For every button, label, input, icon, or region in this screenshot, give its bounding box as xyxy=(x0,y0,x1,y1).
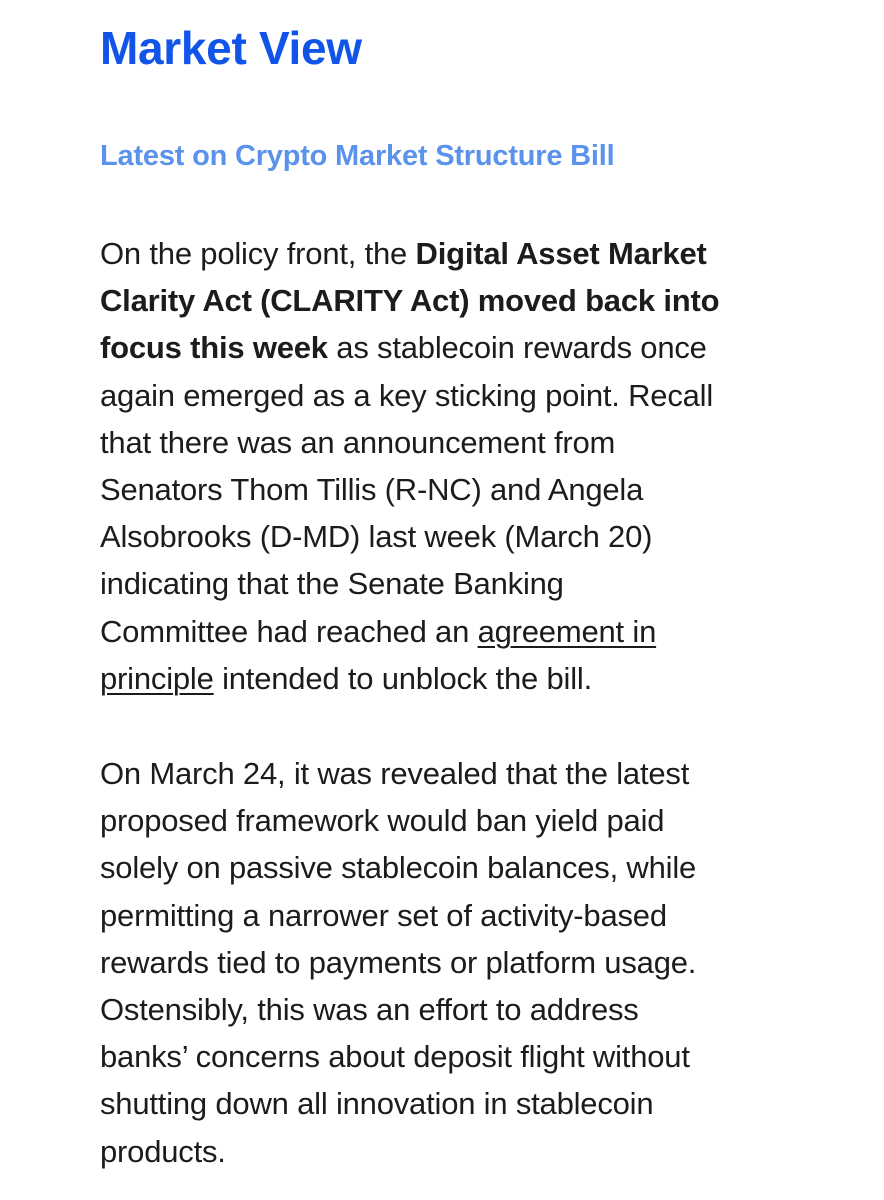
paragraph-1 xyxy=(100,230,800,702)
page-title: Market View xyxy=(100,22,362,74)
paragraph-2-line-2: proposed framework would ban yield paid xyxy=(100,803,665,839)
paragraph-2-line-8: shutting down all innovation in stablecoin xyxy=(100,1086,654,1122)
agreement-link-part-2[interactable]: principle xyxy=(100,660,214,696)
text-span: as stablecoin rewards once xyxy=(327,330,707,366)
paragraph-1-line-2: Clarity Act (CLARITY Act) moved back into xyxy=(100,283,720,319)
paragraph-1-line-1 xyxy=(100,230,800,277)
paragraph-1-line-3 xyxy=(100,324,800,371)
text-span: On the policy front, the xyxy=(100,236,416,271)
paragraph-2-line-9: products. xyxy=(100,1133,226,1169)
bold-span: Digital Asset Market xyxy=(415,236,707,271)
text-span: intended to unblock the bill. xyxy=(213,660,592,696)
paragraph-1-line-6: Senators Thom Tillis (R-NC) and Angela xyxy=(100,472,644,508)
paragraph-2-line-1: On March 24, it was revealed that the latest xyxy=(100,756,690,791)
paragraph-2 xyxy=(100,750,800,1175)
paragraph-1-line-7: Alsobrooks (D-MD) last week (March 20) xyxy=(100,519,653,555)
text-span: Committee had reached an xyxy=(100,613,478,649)
bold-span: focus this week xyxy=(100,330,328,366)
paragraph-1-line-5: that there was an announcement from xyxy=(100,424,616,460)
paragraph-1-line-10 xyxy=(100,655,800,702)
paragraph-2-line-6: Ostensibly, this was an effort to address xyxy=(100,992,639,1028)
agreement-link-part-1[interactable]: agreement in xyxy=(477,613,657,649)
paragraph-1-line-9 xyxy=(100,608,800,655)
paragraph-1-line-4: again emerged as a key sticking point. Recall xyxy=(100,377,714,413)
paragraph-2-line-7: banks’ concerns about deposit flight without xyxy=(100,1039,690,1075)
paragraph-2-line-5: rewards tied to payments or platform usage. xyxy=(100,944,697,980)
paragraph-2-line-4: permitting a narrower set of activity-based xyxy=(100,897,667,933)
paragraph-1-line-8: indicating that the Senate Banking xyxy=(100,566,564,602)
section-heading: Latest on Crypto Market Structure Bill xyxy=(100,140,615,172)
paragraph-2-line-3: solely on passive stablecoin balances, while xyxy=(100,850,697,886)
